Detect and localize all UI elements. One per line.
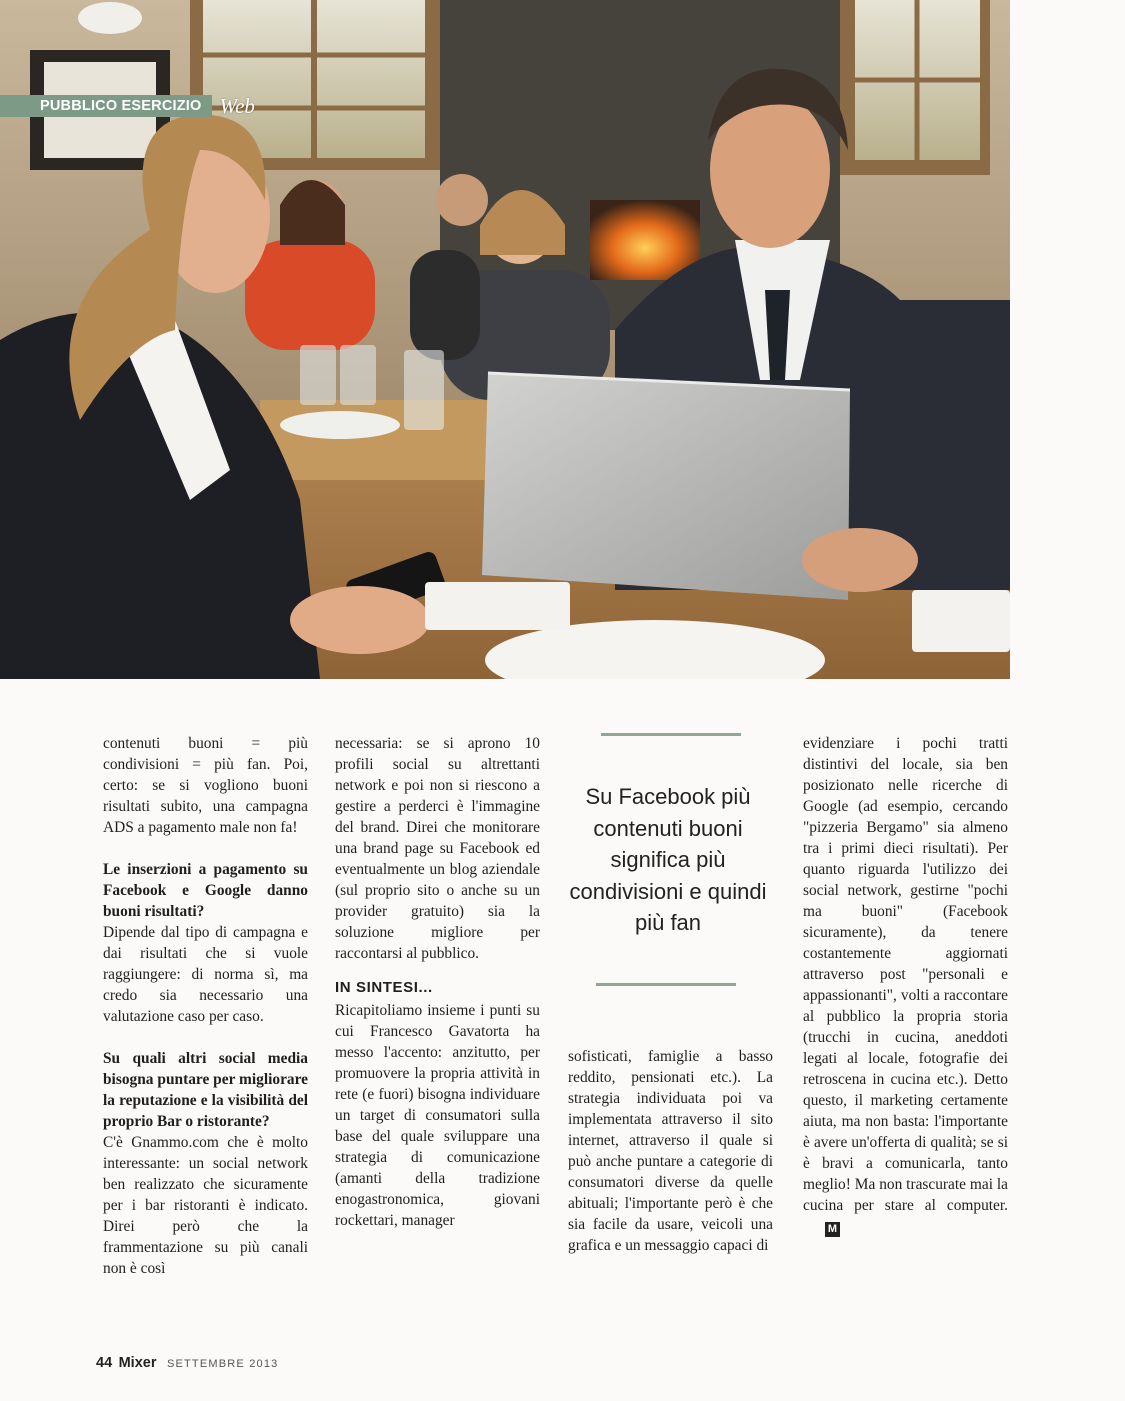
paragraph: necessaria: se si aprono 10 profili social su altrettanti network e poi non si riescono a gestire a perderci è l'immagine del brand. Direi che monitorare una brand page su Facebook ed eventualmente un blog aziendale (sul proprio sito o anche su un provider gratuito) sia la soluzione migliore per raccontarsi al pubblico. xyxy=(335,735,540,962)
page-footer xyxy=(96,1354,279,1372)
text-column-4 xyxy=(803,733,1008,1237)
text-column-2 xyxy=(335,733,540,1231)
text-column-1 xyxy=(103,733,308,1279)
section-label: PUBBLICO ESERCIZIO xyxy=(0,95,212,117)
pull-quote-text: Su Facebook più contenuti buoni significa più condivisioni e quindi più fan xyxy=(569,784,767,935)
interview-answer: Dipende dal tipo di campagna e dai risultati che si vuole raggiungere: di norma sì, ma credo sia necessario una valutazione caso per caso. xyxy=(103,924,308,1025)
paragraph: Ricapitoliamo insieme i punti su cui Francesco Gavatorta ha messo l'accento: anzitutto, per promuovere la propria attività in rete (e fuori) bisogna individuare un target di consumatori sulla base del quale sviluppare una strategia di comunicazione (amanti della tradizione enogastronomica, giovani rockettari, manager xyxy=(335,1002,540,1229)
page-number: 44 xyxy=(96,1355,113,1371)
section-tag xyxy=(0,95,255,117)
interview-answer: C'è Gnammo.com che è molto interessante: un social network ben realizzato che sicuramente per i bar ristoranti è indicato. Direi però che la frammentazione su più canali non è così xyxy=(103,1134,308,1277)
paragraph: contenuti buoni = più condivisioni = più fan. Poi, certo: se si vogliono buoni risultati subito, una campagna ADS a pagamento male non fa! xyxy=(103,735,308,836)
magazine-name: Mixer xyxy=(118,1355,157,1371)
quote-rule-bottom xyxy=(596,983,736,986)
interview-question: Su quali altri social media bisogna puntare per migliorare la reputazione e la visibilità del proprio Bar o ristorante? xyxy=(103,1050,308,1130)
paragraph-text: evidenziare i pochi tratti distintivi del locale, sia ben posizionato nelle ricerche di Google (ad esempio, cercando "pizzeria Bergamo" sia almeno tra i primi dieci risultati). Per quanto riguarda l'utilizzo dei social network, gestirne "pochi ma buoni" (Facebook sicuramente), da tenere costantemente aggiornati attraverso post "personali e appassionanti", volti a raccontare al pubblico la propria storia (trucchi in cucina, aneddoti legati al locale, fotografie dei retroscena in cucina etc.). Detto questo, il marketing certamente aiuta, ma non basta: l'importante è avere un'offerta di qualità; se si è bravi a comunicarla, tanto meglio! Ma non trascurate mai la cucina per stare al computer. xyxy=(803,735,1008,1214)
summary-subhead: IN SINTESI... xyxy=(335,979,433,996)
paragraph: sofisticati, famiglie a basso reddito, pensionati etc.). La strategia individuata poi va implementata attraverso il sito internet, attraverso il quale si può anche puntare a categorie di consumatori diverse da quelle abituali; l'importante però è che sia facile da usare, veicoli una grafica e un messaggio capaci di xyxy=(568,1048,773,1254)
category-label: Web xyxy=(219,94,255,118)
end-of-article-mark: M xyxy=(825,1222,840,1237)
text-column-3 xyxy=(568,1046,773,1256)
paragraph xyxy=(803,733,1008,1237)
issue-date: SETTEMBRE 2013 xyxy=(166,1358,279,1370)
interview-question: Le inserzioni a pagamento su Facebook e Google danno buoni risultati? xyxy=(103,861,308,920)
quote-rule-top xyxy=(601,733,741,736)
